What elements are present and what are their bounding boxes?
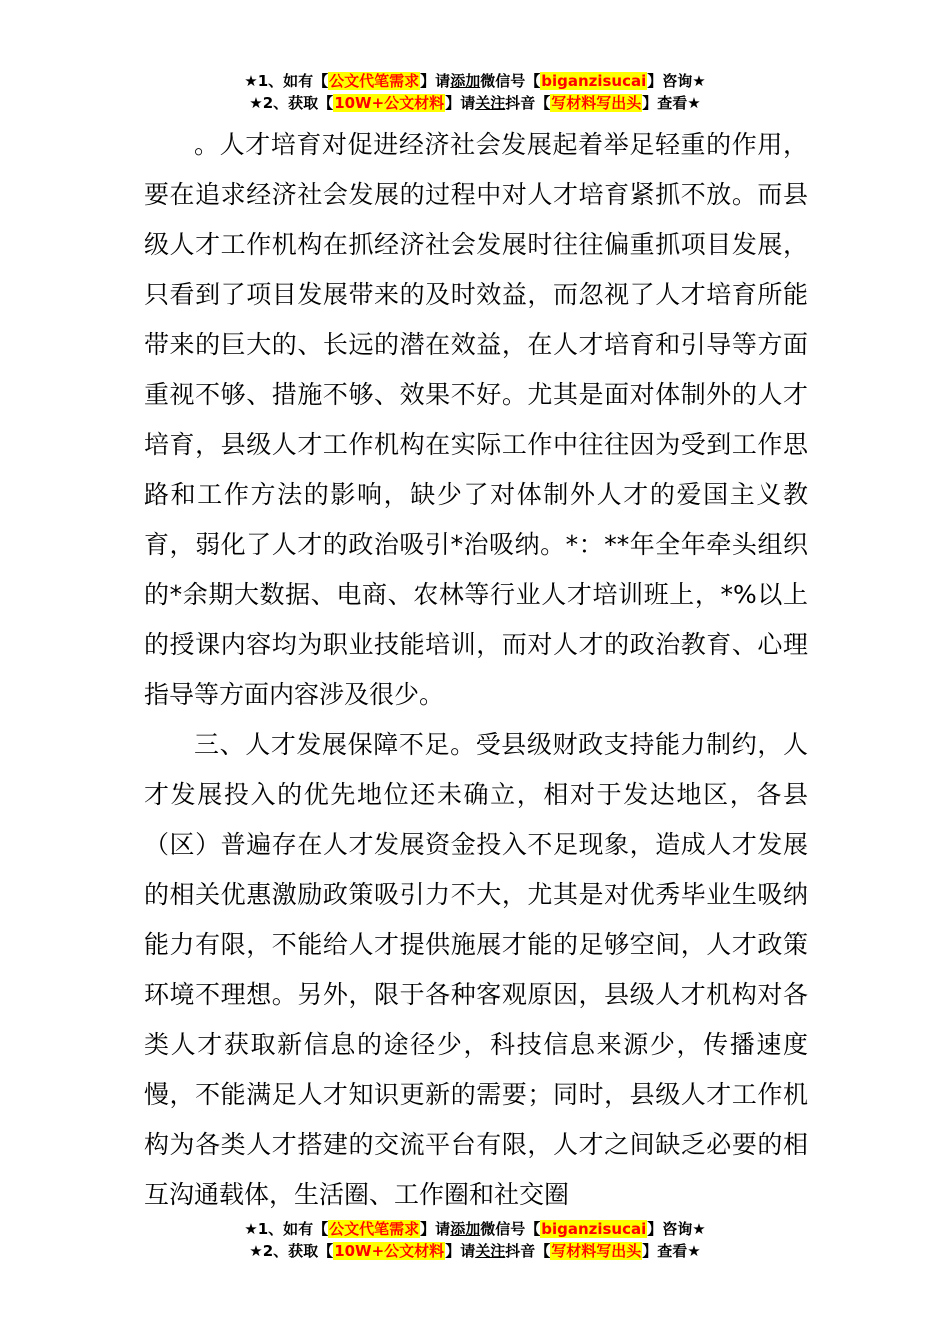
footer-follow-underlined-text: 关注: [475, 1242, 506, 1260]
footer-add-underlined-text: 添加: [450, 1220, 481, 1238]
header-line-1-text-2: 微信号【: [480, 72, 541, 90]
header-line-2-text-2: 抖音【: [505, 94, 551, 112]
wechat-id-highlight: biganzisucai: [541, 72, 647, 90]
douyin-account-highlight: 写材料写出头: [551, 94, 642, 112]
header-line-1-prefix: ★1、如有【: [244, 72, 329, 90]
footer-materials-highlight: 10W+公文材料: [334, 1242, 445, 1260]
paragraph-talent-cultivation: 。人才培育对促进经济社会发展起着举足轻重的作用，要在追求经济社会发展的过程中对人才培育紧抓不放。而县级人才工作机构在抓经济社会发展时往往偏重抓项目发展，只看到了项目发展带来的及时效益，而忽视了人才培育所能带来的巨大的、长远的潜在效益，在人才培育和引导等方面重视不够、措施不够、效果不好。尤其是面对体制外的人才培育，县级人才工作机构在实际工作中往往因为受到工作思路和工作方法的影响，缺少了对体制外人才的爱国主义教育，弱化了人才的政治吸引*治吸纳。*：**年全年牵头组织的*余期大数据、电商、农林等行业人才培训班上，*%以上的授课内容均为职业技能培训，而对人才的政治教育、心理指导等方面内容涉及很少。: [144, 130, 808, 709]
footer-line-1-text: 】请: [420, 1220, 451, 1238]
add-underlined-text: 添加: [450, 72, 481, 90]
footer-line-2-prefix: ★2、获取【: [249, 1242, 334, 1260]
document-body: [144, 120, 808, 1220]
footer-line-2-suffix: 】查看★: [642, 1242, 701, 1260]
header-line-2-suffix: 】查看★: [642, 94, 701, 112]
header-line-2-text: 】请: [445, 94, 476, 112]
footer-line-2-text-2: 抖音【: [505, 1242, 551, 1260]
service-highlight: 公文代笔需求: [329, 72, 420, 90]
footer-line-1: [0, 1218, 950, 1240]
header-line-2-prefix: ★2、获取【: [249, 94, 334, 112]
footer-line-1-prefix: ★1、如有【: [244, 1220, 329, 1238]
footer-douyin-account-highlight: 写材料写出头: [551, 1242, 642, 1260]
header-line-2: [0, 92, 950, 114]
header-line-1-text: 】请: [420, 72, 451, 90]
header-banner: [0, 70, 950, 114]
footer-line-2: [0, 1240, 950, 1262]
paragraph-talent-guarantee: 三、人才发展保障不足。受县级财政支持能力制约，人才发展投入的优先地位还未确立，相对于发达地区，各县（区）普遍存在人才发展资金投入不足现象，造成人才发展的相关优惠激励政策吸引力不大，尤其是对优秀毕业生吸纳能力有限，不能给人才提供施展才能的足够空间，人才政策环境不理想。另外，限于各种客观原因，县级人才机构对各类人才获取新信息的途径少，科技信息来源少，传播速度慢，不能满足人才知识更新的需要；同时，县级人才工作机构为各类人才搭建的交流平台有限，人才之间缺乏必要的相互沟通载体，生活圈、工作圈和社交圈: [144, 730, 808, 1209]
footer-line-1-text-2: 微信号【: [480, 1220, 541, 1238]
materials-highlight: 10W+公文材料: [334, 94, 445, 112]
footer-service-highlight: 公文代笔需求: [329, 1220, 420, 1238]
footer-banner: [0, 1218, 950, 1262]
header-line-1-suffix: 】咨询★: [647, 72, 706, 90]
follow-underlined-text: 关注: [475, 94, 506, 112]
footer-line-2-text: 】请: [445, 1242, 476, 1260]
footer-wechat-id-highlight: biganzisucai: [541, 1220, 647, 1238]
header-line-1: [0, 70, 950, 92]
footer-line-1-suffix: 】咨询★: [647, 1220, 706, 1238]
